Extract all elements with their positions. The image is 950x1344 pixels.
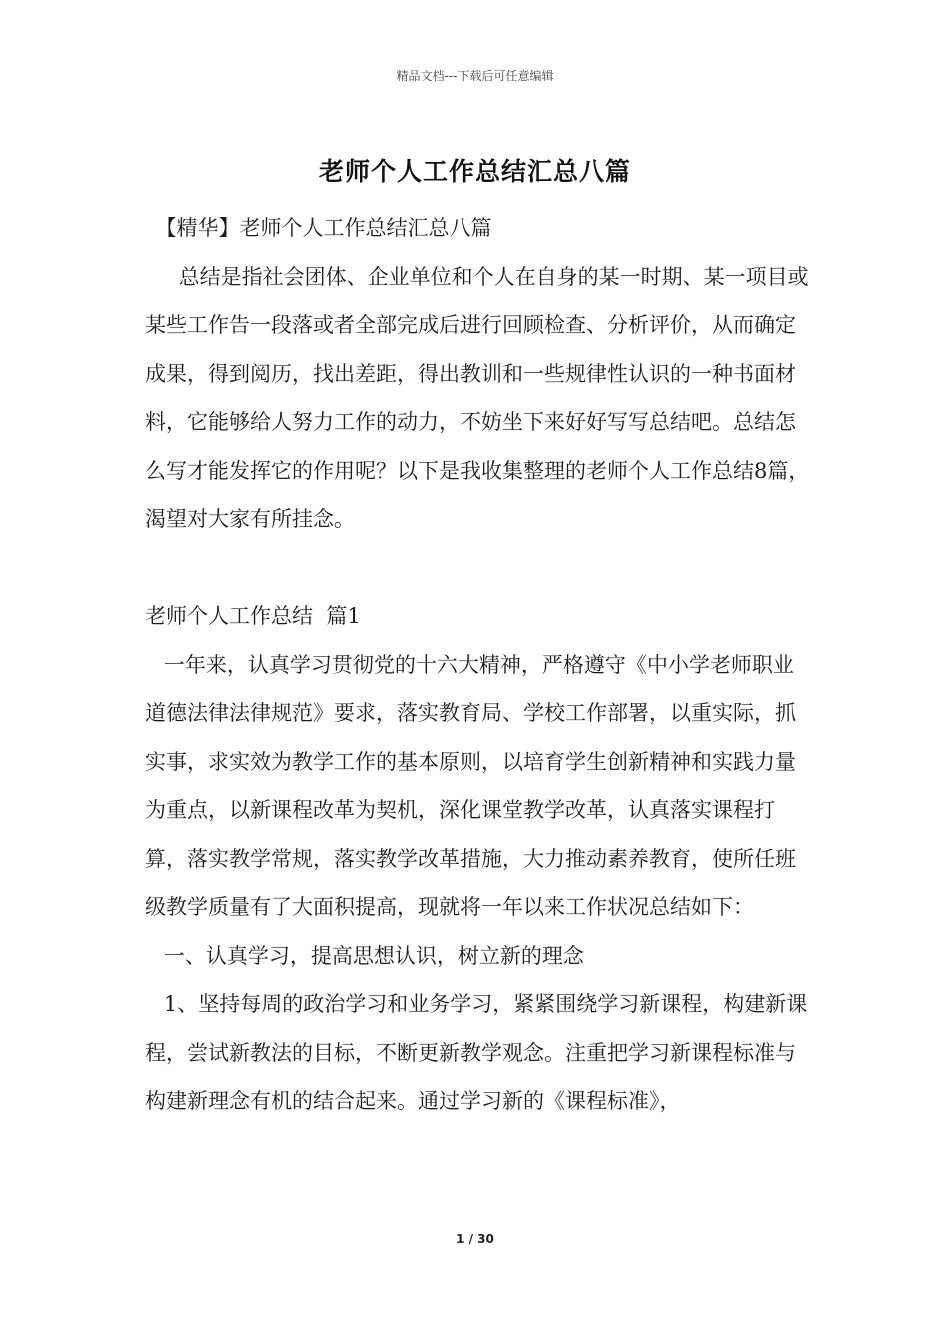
list-item: 1、坚持每周的政治学习和业务学习，紧紧围绕学习新课程，构建新课程，尝试新教法的目标，不断更新教学观念。注重把学习新课程标准与构建新理念有机的结合起来。通过学习新的《课程标准》， [145, 992, 808, 1113]
paragraph-spacer [145, 544, 810, 593]
intro-paragraph: 总结是指社会团体、企业单位和个人在自身的某一时期、某一项目或某些工作告一段落或者全部完成后进行回顾检查、分析评价，从而确定成果，得到阅历，找出差距，得出教训和一些规律性认识的一种书面材料，它能够给人努力工作的动力，不妨坐下来好好写写总结吧。总结怎么写才能发挥它的作用呢？以下是我收集整理的老师个人工作总结8篇，渴望对大家有所挂念。 [145, 264, 810, 531]
section-heading: 老师个人工作总结 篇1 [145, 604, 361, 628]
subheading: 一、认真学习，提高思想认识，树立新的理念 [163, 943, 584, 968]
document-title: 老师个人工作总结汇总八篇 [318, 157, 631, 186]
page-header: 精品文档---下载后可任意编辑 [396, 69, 554, 83]
page-number: 1 / 30 [456, 1232, 494, 1246]
document-body [145, 204, 810, 1126]
document-subtitle: 【精华】老师个人工作总结汇总八篇 [155, 216, 492, 240]
section-paragraph: 一年来，认真学习贯彻党的十六大精神，严格遵守《中小学老师职业道德法律法律规范》要求，落实教育局、学校工作部署，以重实际，抓实事，求实效为教学工作的基本原则，以培育学生创新精神和实践力量为重点，以新课程改革为契机，深化课堂教学改革，认真落实课程打算，落实教学常规，落实教学改革措施，大力推动素养教育，使所任班级教学质量有了大面积提高，现就将一年以来工作状况总结如下： [145, 652, 796, 919]
